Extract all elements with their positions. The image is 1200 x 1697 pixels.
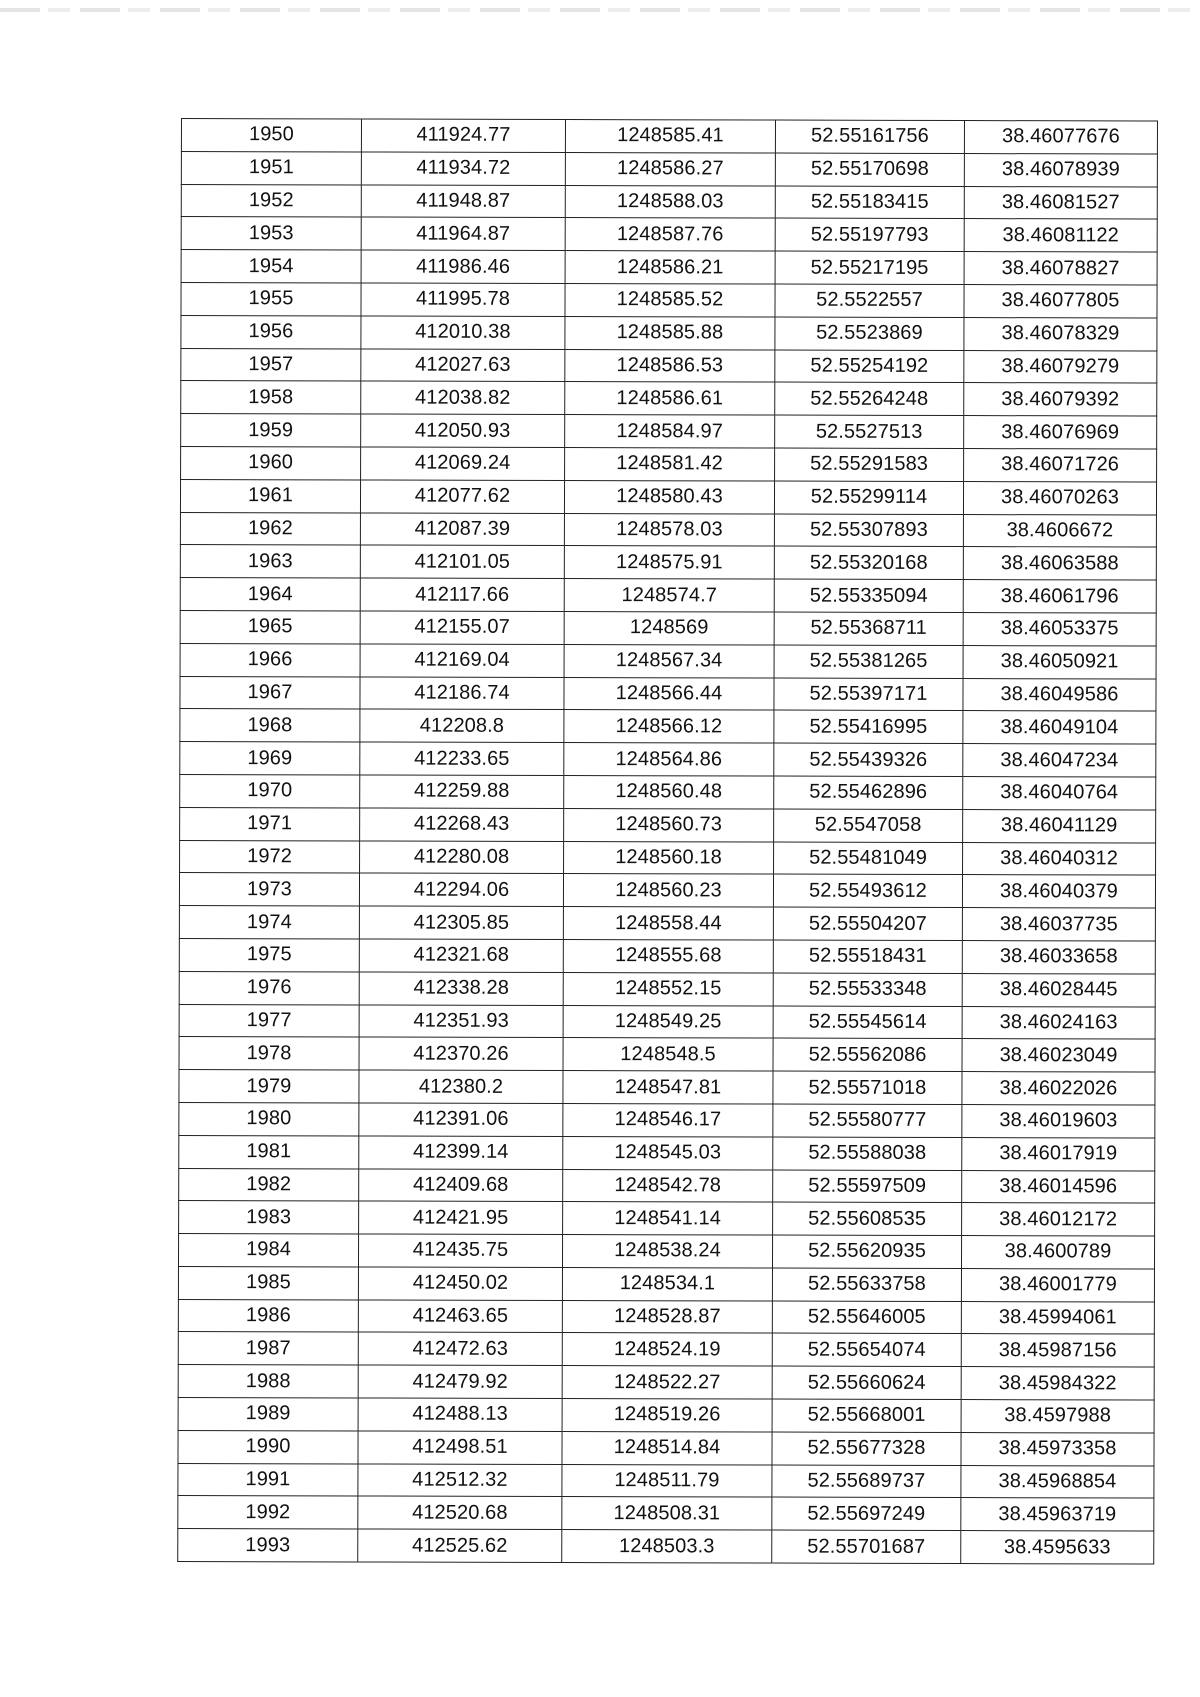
point-id-cell: 1954 xyxy=(181,250,361,283)
coord-b-cell: 38.46012172 xyxy=(962,1203,1155,1236)
coord-b-cell: 38.46024163 xyxy=(962,1006,1155,1039)
point-id-cell: 1963 xyxy=(180,545,360,578)
point-id-cell: 1978 xyxy=(179,1037,359,1070)
northing-cell: 1248585.41 xyxy=(565,120,775,153)
coord-b-cell: 38.45973358 xyxy=(961,1432,1154,1465)
coord-a-cell: 52.55416995 xyxy=(774,710,963,743)
point-id-cell: 1972 xyxy=(180,840,360,873)
point-id-cell: 1985 xyxy=(178,1266,358,1299)
easting-cell: 412050.93 xyxy=(361,414,565,447)
point-id-cell: 1971 xyxy=(180,807,360,840)
point-id-cell: 1973 xyxy=(179,873,359,906)
coord-b-cell: 38.45968854 xyxy=(961,1465,1154,1498)
coord-b-cell: 38.46040379 xyxy=(962,875,1155,908)
easting-cell: 411964.87 xyxy=(361,217,565,250)
point-id-cell: 1976 xyxy=(179,971,359,1004)
table-row xyxy=(180,807,1156,842)
table-row xyxy=(179,1070,1155,1105)
coord-a-cell: 52.55580777 xyxy=(773,1104,962,1137)
easting-cell: 412472.63 xyxy=(358,1332,562,1365)
coord-b-cell: 38.46081527 xyxy=(964,186,1157,219)
table-row xyxy=(180,610,1156,645)
coord-b-cell: 38.46001779 xyxy=(961,1268,1154,1301)
easting-cell: 412186.74 xyxy=(360,677,564,710)
point-id-cell: 1984 xyxy=(178,1234,358,1267)
coord-a-cell: 52.5527513 xyxy=(775,415,964,448)
table-row xyxy=(179,1168,1155,1203)
coord-a-cell: 52.55335094 xyxy=(774,579,963,612)
northing-cell: 1248511.79 xyxy=(562,1464,772,1497)
table-row xyxy=(178,1266,1154,1301)
point-id-cell: 1975 xyxy=(179,938,359,971)
coord-b-cell: 38.4600789 xyxy=(961,1236,1154,1269)
coord-b-cell: 38.46053375 xyxy=(963,613,1156,646)
easting-cell: 412421.95 xyxy=(359,1201,563,1234)
coord-b-cell: 38.46033658 xyxy=(962,940,1155,973)
table-row xyxy=(178,1463,1154,1498)
table-row xyxy=(179,971,1155,1006)
table-row xyxy=(181,119,1157,154)
table-row xyxy=(178,1529,1154,1564)
coord-a-cell: 52.55397171 xyxy=(774,678,963,711)
easting-cell: 412498.51 xyxy=(358,1431,562,1464)
northing-cell: 1248555.68 xyxy=(563,939,773,972)
table-row xyxy=(180,512,1156,547)
northing-cell: 1248574.7 xyxy=(564,579,774,612)
coord-b-cell: 38.46049104 xyxy=(963,711,1156,744)
table-row xyxy=(180,545,1156,580)
table-row xyxy=(180,479,1156,514)
table-row xyxy=(179,1037,1155,1072)
coord-b-cell: 38.46063588 xyxy=(963,547,1156,580)
coord-b-cell: 38.46047234 xyxy=(963,744,1156,777)
easting-cell: 412117.66 xyxy=(360,578,564,611)
coord-b-cell: 38.46070263 xyxy=(963,481,1156,514)
point-id-cell: 1960 xyxy=(181,446,361,479)
coord-a-cell: 52.55571018 xyxy=(773,1071,962,1104)
table-row xyxy=(179,1102,1155,1137)
northing-cell: 1248503.3 xyxy=(562,1530,772,1563)
table-row xyxy=(181,184,1157,219)
table-row xyxy=(181,151,1157,186)
point-id-cell: 1988 xyxy=(178,1365,358,1398)
northing-cell: 1248586.53 xyxy=(565,349,775,382)
coord-a-cell: 52.55291583 xyxy=(775,448,964,481)
coord-b-cell: 38.46077676 xyxy=(964,121,1157,154)
coord-a-cell: 52.55545614 xyxy=(773,1006,962,1039)
coord-b-cell: 38.46081122 xyxy=(964,219,1157,252)
northing-cell: 1248519.26 xyxy=(562,1399,772,1432)
coord-a-cell: 52.55668001 xyxy=(772,1399,961,1432)
coord-a-cell: 52.55197793 xyxy=(775,218,964,251)
coord-a-cell: 52.55381265 xyxy=(774,645,963,678)
table-row xyxy=(178,1332,1154,1367)
point-id-cell: 1990 xyxy=(178,1430,358,1463)
table-row xyxy=(180,643,1156,678)
coord-a-cell: 52.55299114 xyxy=(774,481,963,514)
point-id-cell: 1961 xyxy=(180,479,360,512)
table-row xyxy=(178,1234,1154,1269)
table-row xyxy=(179,1004,1155,1039)
point-id-cell: 1991 xyxy=(178,1463,358,1496)
northing-cell: 1248528.87 xyxy=(562,1300,772,1333)
point-id-cell: 1982 xyxy=(179,1168,359,1201)
easting-cell: 412305.85 xyxy=(359,906,563,939)
coord-b-cell: 38.46017919 xyxy=(962,1137,1155,1170)
coord-a-cell: 52.55462896 xyxy=(774,776,963,809)
easting-cell: 412069.24 xyxy=(361,447,565,480)
easting-cell: 412087.39 xyxy=(360,513,564,546)
table-row xyxy=(180,742,1156,777)
coord-a-cell: 52.55562086 xyxy=(773,1038,962,1071)
table-row xyxy=(179,1135,1155,1170)
coord-b-cell: 38.46023049 xyxy=(962,1039,1155,1072)
northing-cell: 1248566.12 xyxy=(564,710,774,743)
point-id-cell: 1970 xyxy=(180,774,360,807)
coord-b-cell: 38.45994061 xyxy=(961,1301,1154,1334)
easting-cell: 411924.77 xyxy=(361,119,565,152)
coord-b-cell: 38.46040312 xyxy=(963,842,1156,875)
table-row xyxy=(179,938,1155,973)
table-row xyxy=(180,676,1156,711)
table-row xyxy=(181,217,1157,252)
northing-cell: 1248586.61 xyxy=(565,382,775,415)
coord-a-cell: 52.5522557 xyxy=(775,284,964,317)
northing-cell: 1248534.1 xyxy=(562,1267,772,1300)
easting-cell: 412525.62 xyxy=(358,1529,562,1562)
northing-cell: 1248560.73 xyxy=(564,808,774,841)
coord-b-cell: 38.46014596 xyxy=(962,1170,1155,1203)
northing-cell: 1248545.03 xyxy=(563,1136,773,1169)
coord-b-cell: 38.46061796 xyxy=(963,580,1156,613)
coordinate-table xyxy=(177,118,1158,1565)
easting-cell: 412101.05 xyxy=(360,545,564,578)
northing-cell: 1248584.97 xyxy=(565,415,775,448)
easting-cell: 412155.07 xyxy=(360,611,564,644)
easting-cell: 412512.32 xyxy=(358,1464,562,1497)
easting-cell: 412351.93 xyxy=(359,1004,563,1037)
point-id-cell: 1965 xyxy=(180,610,360,643)
coord-a-cell: 52.55701687 xyxy=(772,1530,961,1563)
coord-b-cell: 38.46078827 xyxy=(964,252,1157,285)
easting-cell: 412399.14 xyxy=(359,1136,563,1169)
easting-cell: 412409.68 xyxy=(359,1168,563,1201)
northing-cell: 1248538.24 xyxy=(562,1235,772,1268)
coord-a-cell: 52.55368711 xyxy=(774,612,963,645)
point-id-cell: 1950 xyxy=(181,119,361,152)
northing-cell: 1248581.42 xyxy=(565,447,775,480)
easting-cell: 412380.2 xyxy=(359,1070,563,1103)
easting-cell: 411934.72 xyxy=(361,152,565,185)
northing-cell: 1248560.48 xyxy=(564,775,774,808)
easting-cell: 412259.88 xyxy=(360,775,564,808)
coord-a-cell: 52.55504207 xyxy=(773,907,962,940)
table-row xyxy=(179,873,1155,908)
scan-artifact-strip xyxy=(0,8,1200,12)
coord-b-cell: 38.46022026 xyxy=(962,1072,1155,1105)
easting-cell: 412268.43 xyxy=(360,808,564,841)
point-id-cell: 1968 xyxy=(180,709,360,742)
coord-a-cell: 52.55588038 xyxy=(773,1137,962,1170)
point-id-cell: 1959 xyxy=(181,414,361,447)
northing-cell: 1248508.31 xyxy=(562,1497,772,1530)
coord-b-cell: 38.46050921 xyxy=(963,645,1156,678)
coord-a-cell: 52.5547058 xyxy=(774,809,963,842)
easting-cell: 412338.28 xyxy=(359,972,563,1005)
table-row xyxy=(179,906,1155,941)
coord-a-cell: 52.55654074 xyxy=(772,1334,961,1367)
point-id-cell: 1966 xyxy=(180,643,360,676)
easting-cell: 412169.04 xyxy=(360,644,564,677)
coord-a-cell: 52.5523869 xyxy=(775,317,964,350)
northing-cell: 1248588.03 xyxy=(565,185,775,218)
northing-cell: 1248587.76 xyxy=(565,218,775,251)
point-id-cell: 1951 xyxy=(181,151,361,184)
coord-a-cell: 52.55518431 xyxy=(773,940,962,973)
northing-cell: 1248546.17 xyxy=(563,1103,773,1136)
easting-cell: 412450.02 xyxy=(358,1267,562,1300)
easting-cell: 412233.65 xyxy=(360,742,564,775)
table-row xyxy=(181,414,1157,449)
point-id-cell: 1958 xyxy=(181,381,361,414)
table-row xyxy=(178,1430,1154,1465)
point-id-cell: 1964 xyxy=(180,578,360,611)
easting-cell: 412280.08 xyxy=(360,841,564,874)
northing-cell: 1248586.21 xyxy=(565,251,775,284)
coord-b-cell: 38.45963719 xyxy=(961,1498,1154,1531)
table-row xyxy=(181,315,1157,350)
point-id-cell: 1992 xyxy=(178,1496,358,1529)
easting-cell: 411948.87 xyxy=(361,185,565,218)
easting-cell: 412391.06 xyxy=(359,1103,563,1136)
northing-cell: 1248549.25 xyxy=(563,1005,773,1038)
table-row xyxy=(180,578,1156,613)
northing-cell: 1248586.27 xyxy=(565,152,775,185)
table-body xyxy=(178,119,1158,1565)
coord-b-cell: 38.46078329 xyxy=(964,317,1157,350)
northing-cell: 1248564.86 xyxy=(564,743,774,776)
coord-a-cell: 52.55493612 xyxy=(773,874,962,907)
easting-cell: 412370.26 xyxy=(359,1037,563,1070)
easting-cell: 412435.75 xyxy=(358,1234,562,1267)
coord-b-cell: 38.46079392 xyxy=(964,383,1157,416)
coord-b-cell: 38.45987156 xyxy=(961,1334,1154,1367)
northing-cell: 1248524.19 xyxy=(562,1333,772,1366)
coord-b-cell: 38.4597988 xyxy=(961,1400,1154,1433)
coord-b-cell: 38.46076969 xyxy=(964,416,1157,449)
table-row xyxy=(178,1398,1154,1433)
northing-cell: 1248578.03 xyxy=(564,513,774,546)
coord-a-cell: 52.55320168 xyxy=(774,546,963,579)
coord-b-cell: 38.46077805 xyxy=(964,285,1157,318)
northing-cell: 1248560.18 xyxy=(564,841,774,874)
coord-b-cell: 38.46028445 xyxy=(962,973,1155,1006)
point-id-cell: 1962 xyxy=(180,512,360,545)
easting-cell: 412027.63 xyxy=(361,349,565,382)
point-id-cell: 1952 xyxy=(181,184,361,217)
northing-cell: 1248569 xyxy=(564,611,774,644)
table-row xyxy=(180,709,1156,744)
coord-a-cell: 52.55633758 xyxy=(772,1268,961,1301)
coord-b-cell: 38.46019603 xyxy=(962,1104,1155,1137)
coord-a-cell: 52.55660624 xyxy=(772,1366,961,1399)
coord-b-cell: 38.4606672 xyxy=(963,514,1156,547)
northing-cell: 1248548.5 xyxy=(563,1038,773,1071)
point-id-cell: 1974 xyxy=(179,906,359,939)
northing-cell: 1248560.23 xyxy=(563,874,773,907)
coord-b-cell: 38.46037735 xyxy=(962,908,1155,941)
coord-b-cell: 38.46078939 xyxy=(964,153,1157,186)
table-row xyxy=(181,446,1157,481)
table-row xyxy=(180,840,1156,875)
easting-cell: 412463.65 xyxy=(358,1300,562,1333)
point-id-cell: 1979 xyxy=(179,1070,359,1103)
coord-a-cell: 52.55481049 xyxy=(774,842,963,875)
table-row xyxy=(181,381,1157,416)
coord-b-cell: 38.46079279 xyxy=(964,350,1157,383)
easting-cell: 412077.62 xyxy=(360,480,564,513)
point-id-cell: 1987 xyxy=(178,1332,358,1365)
table-row xyxy=(179,1201,1155,1236)
northing-cell: 1248514.84 xyxy=(562,1431,772,1464)
easting-cell: 412488.13 xyxy=(358,1398,562,1431)
coord-b-cell: 38.46040764 xyxy=(963,776,1156,809)
table-row xyxy=(181,250,1157,285)
point-id-cell: 1956 xyxy=(181,315,361,348)
northing-cell: 1248547.81 xyxy=(563,1071,773,1104)
easting-cell: 412208.8 xyxy=(360,709,564,742)
table-row xyxy=(178,1299,1154,1334)
point-id-cell: 1953 xyxy=(181,217,361,250)
point-id-cell: 1993 xyxy=(178,1529,358,1562)
easting-cell: 412321.68 xyxy=(359,939,563,972)
northing-cell: 1248542.78 xyxy=(563,1169,773,1202)
easting-cell: 412294.06 xyxy=(359,873,563,906)
point-id-cell: 1986 xyxy=(178,1299,358,1332)
point-id-cell: 1981 xyxy=(179,1135,359,1168)
easting-cell: 411986.46 xyxy=(361,250,565,283)
table-row xyxy=(178,1496,1154,1531)
point-id-cell: 1967 xyxy=(180,676,360,709)
coord-a-cell: 52.55307893 xyxy=(774,514,963,547)
point-id-cell: 1969 xyxy=(180,742,360,775)
coord-b-cell: 38.45984322 xyxy=(961,1367,1154,1400)
northing-cell: 1248566.44 xyxy=(564,677,774,710)
coord-a-cell: 52.55439326 xyxy=(774,743,963,776)
coord-a-cell: 52.55254192 xyxy=(775,350,964,383)
point-id-cell: 1955 xyxy=(181,282,361,315)
northing-cell: 1248541.14 xyxy=(563,1202,773,1235)
coord-a-cell: 52.55697249 xyxy=(772,1498,961,1531)
coord-a-cell: 52.55161756 xyxy=(775,120,964,153)
easting-cell: 412520.68 xyxy=(358,1496,562,1529)
easting-cell: 412038.82 xyxy=(361,381,565,414)
coord-b-cell: 38.46049586 xyxy=(963,678,1156,711)
northing-cell: 1248552.15 xyxy=(563,972,773,1005)
northing-cell: 1248585.88 xyxy=(565,316,775,349)
northing-cell: 1248567.34 xyxy=(564,644,774,677)
point-id-cell: 1957 xyxy=(181,348,361,381)
table-row xyxy=(181,282,1157,317)
coord-a-cell: 52.55264248 xyxy=(775,382,964,415)
northing-cell: 1248580.43 xyxy=(564,480,774,513)
point-id-cell: 1980 xyxy=(179,1102,359,1135)
table-row xyxy=(180,774,1156,809)
easting-cell: 412479.92 xyxy=(358,1365,562,1398)
coord-b-cell: 38.46071726 xyxy=(964,449,1157,482)
coord-b-cell: 38.4595633 xyxy=(961,1531,1154,1564)
coord-a-cell: 52.55533348 xyxy=(773,973,962,1006)
northing-cell: 1248585.52 xyxy=(565,283,775,316)
point-id-cell: 1989 xyxy=(178,1398,358,1431)
coord-a-cell: 52.55677328 xyxy=(772,1432,961,1465)
coord-a-cell: 52.55183415 xyxy=(775,186,964,219)
table-row xyxy=(181,348,1157,383)
northing-cell: 1248522.27 xyxy=(562,1366,772,1399)
coord-a-cell: 52.55597509 xyxy=(773,1170,962,1203)
northing-cell: 1248575.91 xyxy=(564,546,774,579)
coord-a-cell: 52.55689737 xyxy=(772,1465,961,1498)
easting-cell: 411995.78 xyxy=(361,283,565,316)
northing-cell: 1248558.44 xyxy=(563,907,773,940)
point-id-cell: 1977 xyxy=(179,1004,359,1037)
easting-cell: 412010.38 xyxy=(361,316,565,349)
coord-a-cell: 52.55217195 xyxy=(775,251,964,284)
point-id-cell: 1983 xyxy=(179,1201,359,1234)
coord-a-cell: 52.55608535 xyxy=(773,1202,962,1235)
coord-b-cell: 38.46041129 xyxy=(963,809,1156,842)
coord-a-cell: 52.55170698 xyxy=(775,153,964,186)
table-row xyxy=(178,1365,1154,1400)
coord-a-cell: 52.55646005 xyxy=(772,1301,961,1334)
coord-a-cell: 52.55620935 xyxy=(772,1235,961,1268)
